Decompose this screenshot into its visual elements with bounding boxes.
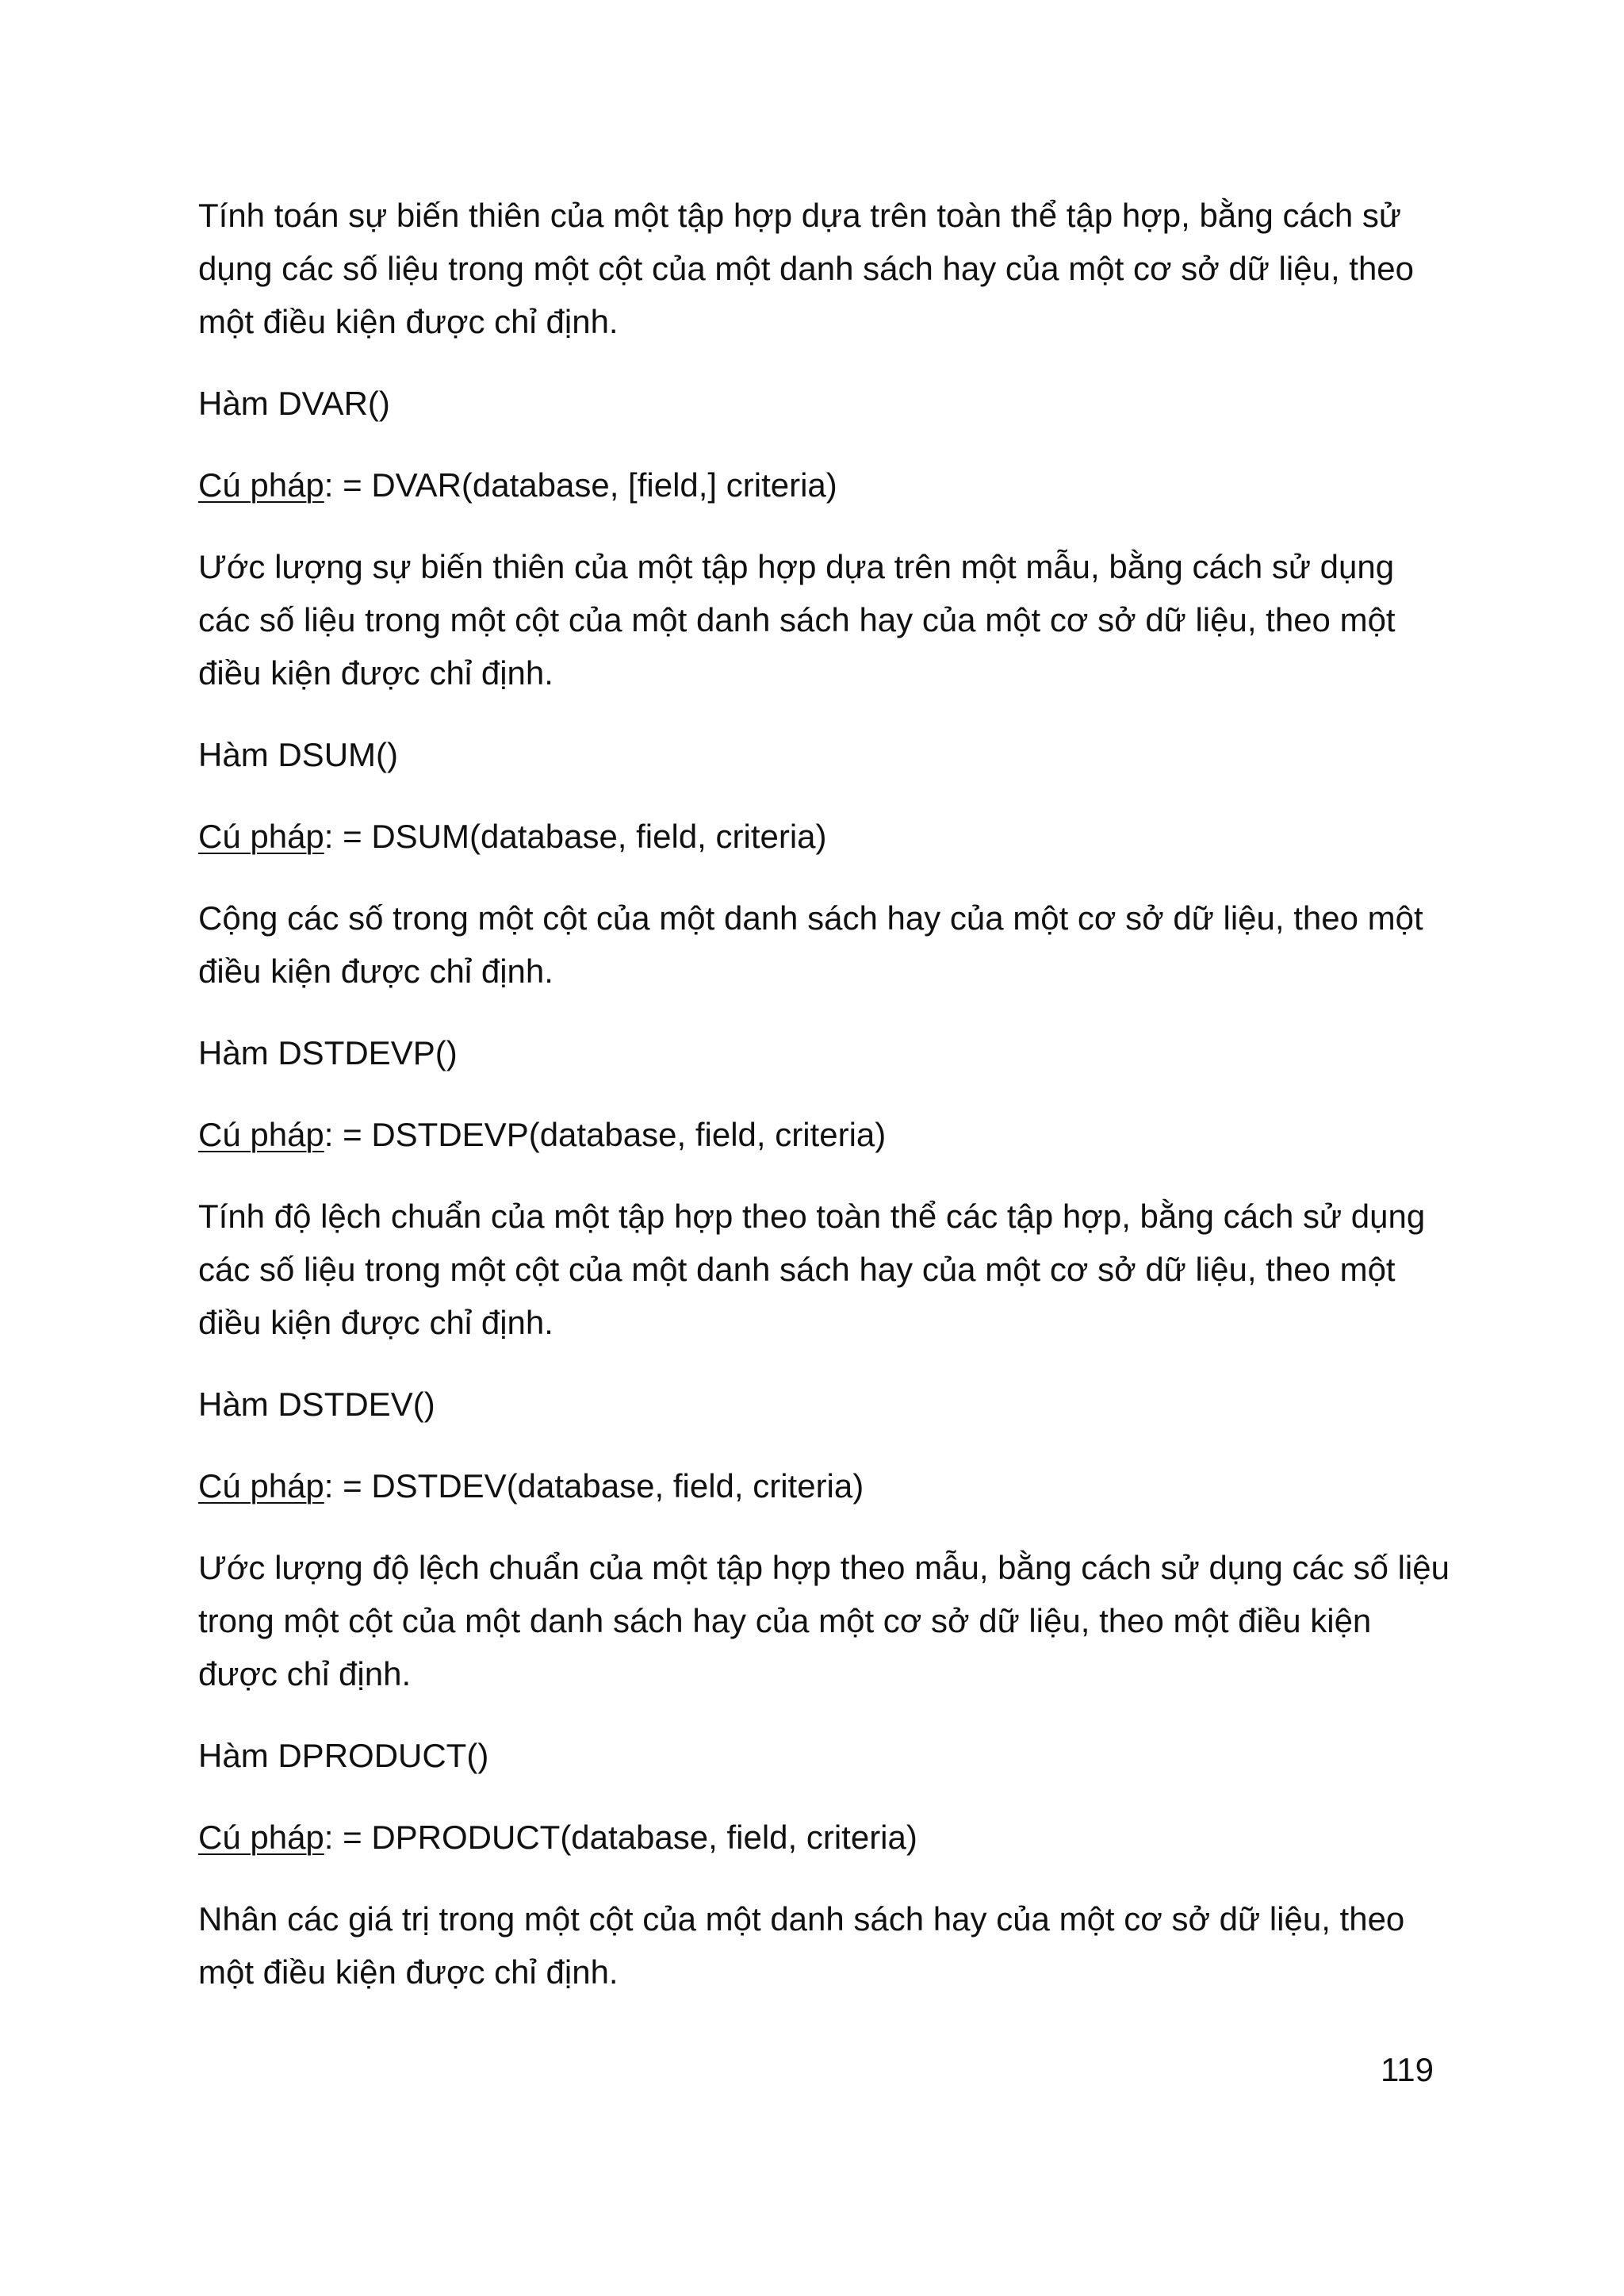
syntax-dstdevp bbox=[198, 1108, 1451, 1161]
syntax-formula: : = DPRODUCT(database, field, criteria) bbox=[324, 1819, 917, 1856]
description-dvarp: Tính toán sự biến thiên của một tập hợp dựa trên toàn thể tập hợp, bằng cách sử dụng các số liệu trong một cột của một danh sách hay của một cơ sở dữ liệu, theo một điều kiện được chỉ định. bbox=[198, 197, 1415, 340]
syntax-dstdev bbox=[198, 1459, 1451, 1512]
syntax-dsum bbox=[198, 810, 1451, 863]
description-dstdevp: Tính độ lệch chuẩn của một tập hợp theo toàn thể các tập hợp, bằng cách sử dụng các số liệu trong một cột của một danh sách hay của một cơ sở dữ liệu, theo một điều kiện được chỉ định. bbox=[198, 1198, 1426, 1341]
function-heading-dproduct: Hàm DPRODUCT() bbox=[198, 1737, 489, 1774]
syntax-formula: : = DSUM(database, field, criteria) bbox=[324, 818, 827, 855]
syntax-dproduct bbox=[198, 1811, 1451, 1864]
page-content bbox=[198, 189, 1451, 2027]
page-number: 119 bbox=[1381, 2051, 1434, 2088]
syntax-dvar bbox=[198, 458, 1451, 512]
syntax-formula: : = DSTDEVP(database, field, criteria) bbox=[324, 1116, 887, 1153]
description-dvar: Ước lượng sự biến thiên của một tập hợp dựa trên một mẫu, bằng cách sử dụng các số liệu trong một cột của một danh sách hay của một cơ sở dữ liệu, theo một điều kiện được chỉ định. bbox=[198, 548, 1396, 692]
syntax-label: Cú pháp bbox=[198, 466, 324, 504]
syntax-label: Cú pháp bbox=[198, 1116, 324, 1153]
function-heading-dstdevp: Hàm DSTDEVP() bbox=[198, 1034, 458, 1071]
syntax-label: Cú pháp bbox=[198, 818, 324, 855]
syntax-formula: : = DSTDEV(database, field, criteria) bbox=[324, 1467, 864, 1504]
syntax-formula: : = DVAR(database, [field,] criteria) bbox=[324, 466, 837, 504]
description-dstdev: Ước lượng độ lệch chuẩn của một tập hợp theo mẫu, bằng cách sử dụng các số liệu trong một cột của một danh sách hay của một cơ sở dữ liệu, theo một điều kiện được chỉ định. bbox=[198, 1549, 1450, 1692]
syntax-label: Cú pháp bbox=[198, 1467, 324, 1504]
function-heading-dvar: Hàm DVAR() bbox=[198, 385, 390, 422]
syntax-label: Cú pháp bbox=[198, 1819, 324, 1856]
function-heading-dsum: Hàm DSUM() bbox=[198, 736, 398, 773]
function-heading-dstdev: Hàm DSTDEV() bbox=[198, 1386, 435, 1423]
description-dsum: Cộng các số trong một cột của một danh sách hay của một cơ sở dữ liệu, theo một điều kiện được chỉ định. bbox=[198, 899, 1423, 990]
description-dproduct: Nhân các giá trị trong một cột của một danh sách hay của một cơ sở dữ liệu, theo một điều kiện được chỉ định. bbox=[198, 1900, 1405, 1991]
